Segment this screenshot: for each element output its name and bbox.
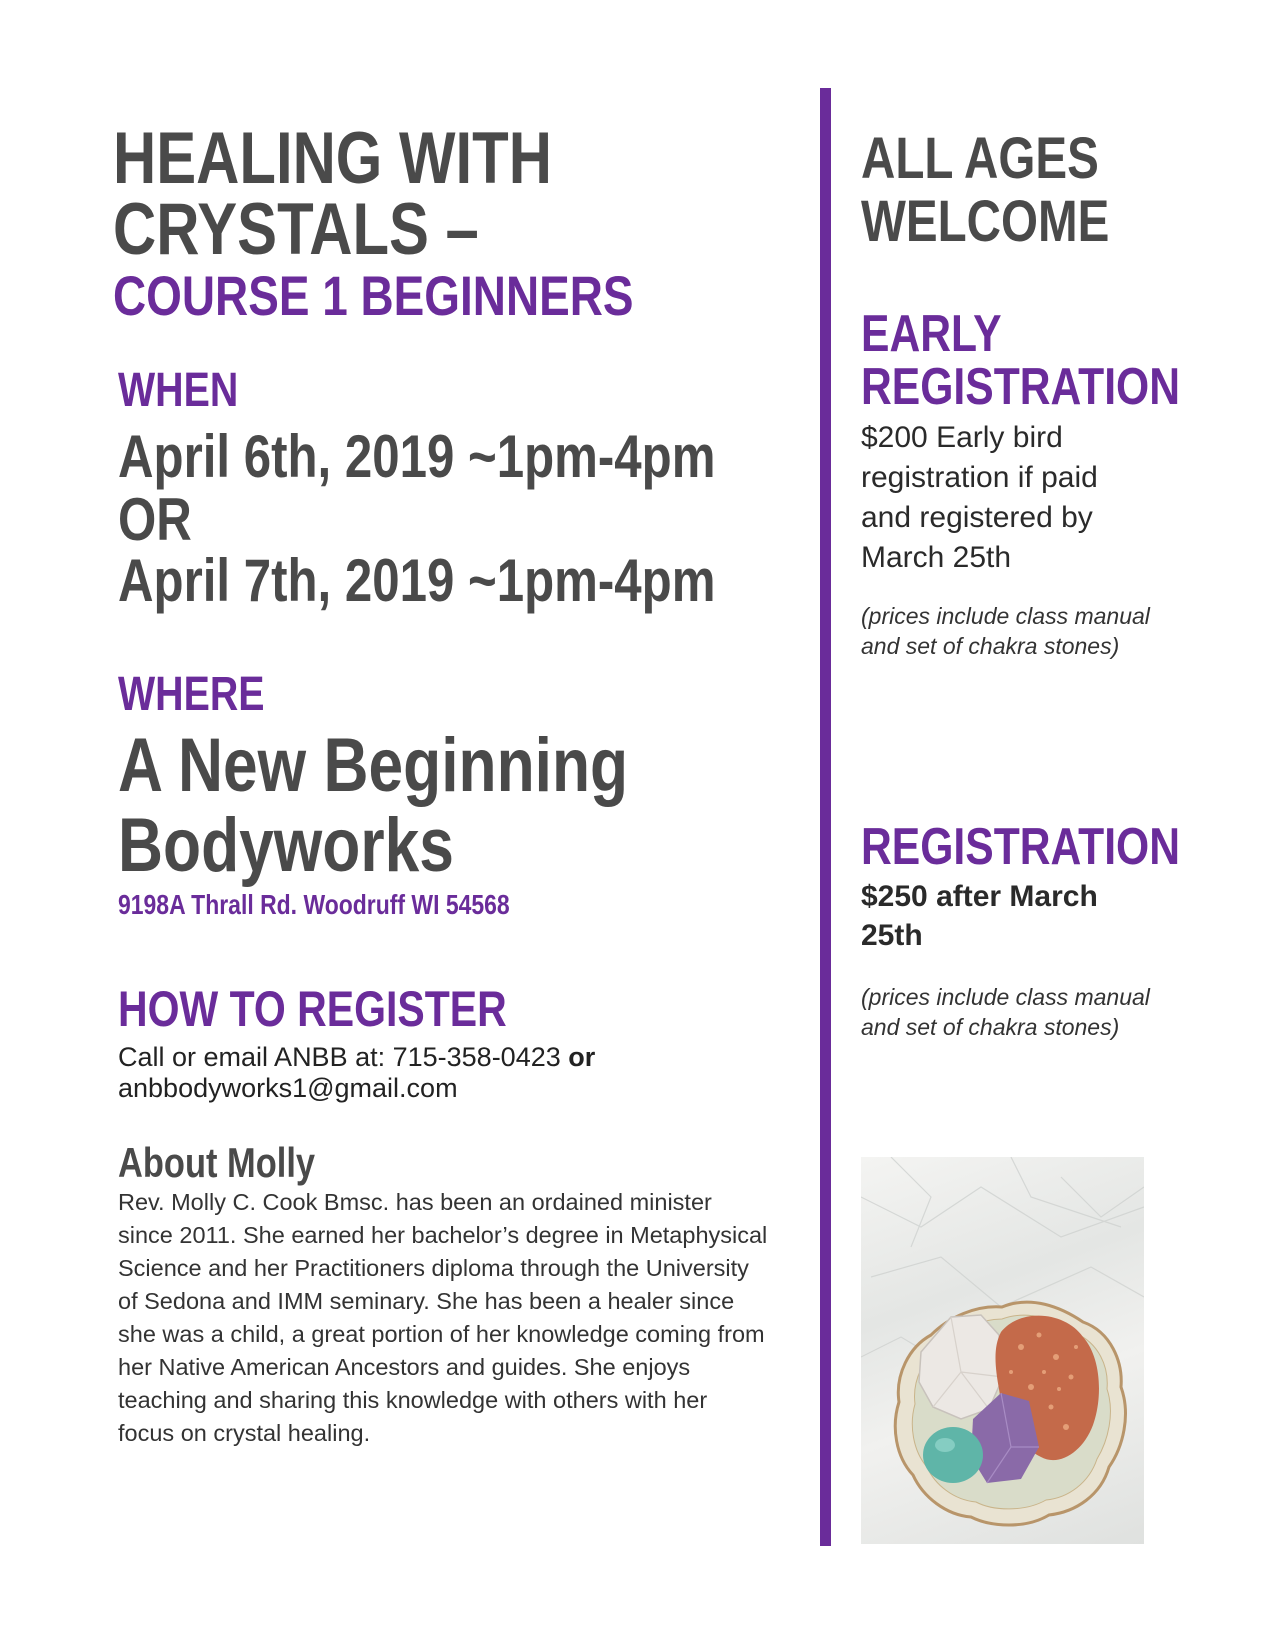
register-email[interactable]: anbbodyworks1@gmail.com [118, 1073, 458, 1104]
course-subtitle: COURSE 1 BEGINNERS [113, 264, 634, 327]
column-divider [820, 88, 831, 1546]
register-or: or [568, 1042, 596, 1072]
about-text: Rev. Molly C. Cook Bmsc. has been an ordained minister since 2011. She earned her bachelor’s degree in Metaphysical Science and her Practitioners diploma through the University of Sedona and IMM seminary. She has been a healer since she was a child, a great portion of her knowledge coming from her Native American Ancestors and guides. She enjoys teaching and sharing this knowledge with others with her focus on crystal healing. [118, 1189, 768, 1446]
when-date-1: April 6th, 2019 ~1pm-4pm [118, 423, 716, 490]
register-instructions [118, 1042, 678, 1104]
venue-address: 9198A Thrall Rd. Woodruff WI 54568 [118, 889, 510, 920]
early-registration-note: (prices include class manual and set of chakra stones) [861, 603, 1150, 659]
where-heading: WHERE [118, 668, 265, 721]
venue-name-line-2: Bodyworks [118, 803, 454, 888]
title-line-1: HEALING WITH [113, 118, 552, 199]
registration-note: (prices include class manual and set of chakra stones) [861, 984, 1150, 1040]
early-registration-heading-1: EARLY [861, 305, 1002, 363]
when-or: OR [118, 486, 192, 553]
venue-name-line-1: A New Beginning [118, 723, 629, 808]
registration-price: $250 after March 25th [861, 880, 1098, 952]
crystals-photo [861, 1157, 1144, 1544]
early-registration-price: $200 Early bird registration if paid and registered by March 25th [861, 421, 1098, 574]
about-heading: About Molly [118, 1139, 316, 1186]
title-line-2: CRYSTALS – [113, 189, 479, 270]
register-phone-text: Call or email ANBB at: 715-358-0423 [118, 1042, 569, 1072]
how-to-register-heading: HOW TO REGISTER [118, 981, 507, 1037]
all-ages-line-2: WELCOME [861, 189, 1110, 254]
registration-heading: REGISTRATION [861, 818, 1181, 876]
all-ages-line-1: ALL AGES [861, 126, 1099, 191]
when-heading: WHEN [118, 364, 239, 417]
when-date-2: April 7th, 2019 ~1pm-4pm [118, 547, 716, 614]
early-registration-heading-2: REGISTRATION [861, 358, 1181, 416]
